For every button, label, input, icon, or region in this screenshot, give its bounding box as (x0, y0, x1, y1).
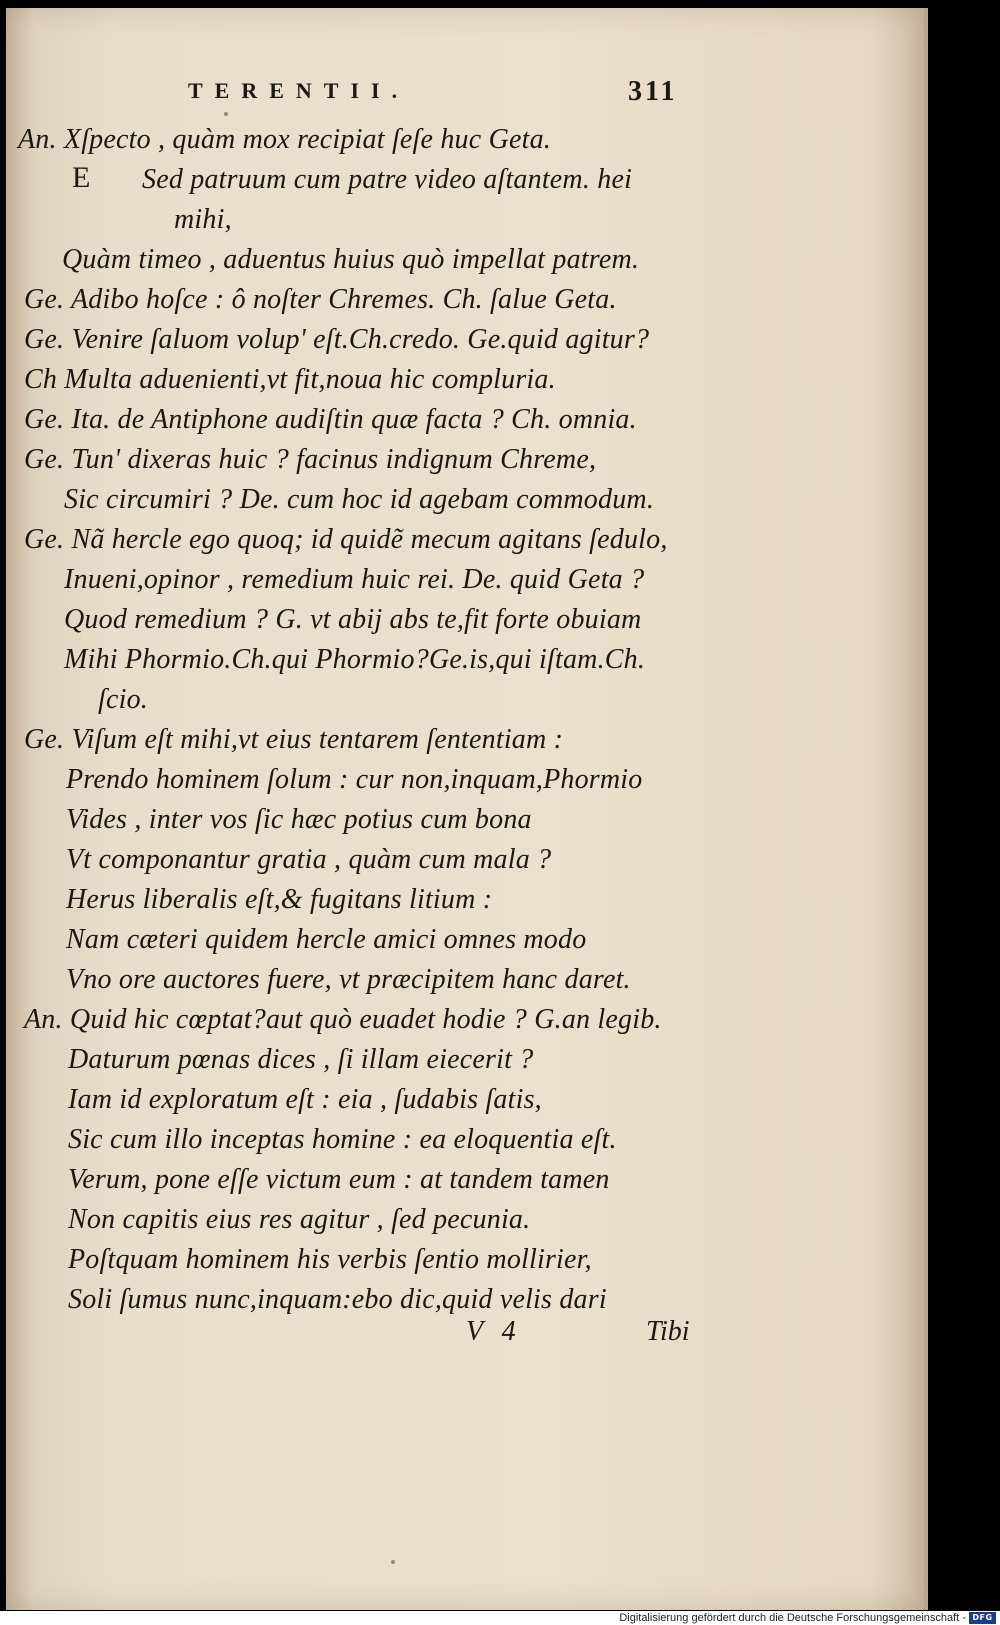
verse-line: Ge. Venire ſaluom volup' eſt.Ch.credo. Ge.quid agitur? (24, 324, 650, 355)
paper-speck (391, 1560, 395, 1564)
page-number: 311 (628, 76, 678, 107)
verse-line: Ge. Nã hercle ego quoq; id quidẽ mecum agitans ſedulo, (24, 524, 668, 555)
book-page (6, 8, 928, 1610)
verse-line: Mihi Phormio.Ch.qui Phormio?Ge.is,qui iſtam.Ch. (64, 644, 646, 675)
verse-line: An. Quid hic cœptat?aut quò euadet hodie ? G.an legib. (24, 1004, 662, 1035)
verse-line: Non capitis eius res agitur , ſed pecunia. (68, 1204, 531, 1235)
verse-line: Ge. Tun' dixeras huic ? facinus indignum Chreme, (24, 444, 597, 475)
verse-line: Sic cum illo inceptas homine : ea eloquentia eſt. (68, 1124, 617, 1155)
paper-speck (224, 112, 228, 116)
verse-line: ſcio. (98, 684, 148, 715)
verse-line: Verum, pone eſſe victum eum : at tandem tamen (68, 1164, 610, 1195)
digitization-footer (0, 1611, 1000, 1625)
verse-line: Ge. Ita. de Antiphone audiſtin quæ facta ? Ch. omnia. (24, 404, 637, 435)
running-head (6, 68, 924, 108)
verse-line: mihi, (174, 204, 232, 235)
verse-line: Ge. Viſum eſt mihi,vt eius tentarem ſententiam : (24, 724, 564, 755)
signature-mark: V 4 (466, 1316, 522, 1347)
verse-line: Daturum pœnas dices , ſi illam eiecerit ? (68, 1044, 534, 1075)
verse-line: Nam cæteri quidem hercle amici omnes modo (66, 924, 587, 955)
verse-line: Ch Multa aduenienti,vt fit,noua hic compluria. (24, 364, 556, 395)
catchword: Tibi (646, 1316, 690, 1347)
verse-line: Herus liberalis eſt,& fugitans litium : (66, 884, 493, 915)
verse-line: An. Xſpecto , quàm mox recipiat ſeſe huc Geta. (18, 124, 552, 155)
verse-line: Iam id exploratum eſt : eia , ſudabis ſatis, (68, 1084, 542, 1115)
verse-line: Prendo hominem ſolum : cur non,inquam,Phormio (66, 764, 643, 795)
verse-line: Vides , inter vos ſic hæc potius cum bona (66, 804, 532, 835)
verse-line: Ge. Adibo hoſce : ô noſter Chremes. Ch. ſalue Geta. (24, 284, 617, 315)
verse-line: Soli ſumus nunc,inquam:ebo dic,quid velis dari (68, 1284, 607, 1315)
verse-line: Quod remedium ? G. vt abij abs te,fit forte obuiam (64, 604, 642, 635)
running-title: TERENTII. (188, 78, 410, 103)
verse-line: Inueni,opinor , remedium huic rei. De. quid Geta ? (64, 564, 645, 595)
verse-line: Poſtquam hominem his verbis ſentio mollirier, (68, 1244, 592, 1275)
verse-line: Vno ore auctores fuere, vt præcipitem hanc daret. (66, 964, 631, 995)
verse-line: Sic circumiri ? De. cum hoc id agebam commodum. (64, 484, 655, 515)
drop-initial: E (72, 161, 91, 194)
footer-credit-text: Digitalisierung gefördert durch die Deutsche Forschungsgemeinschaft - (619, 1612, 966, 1624)
dfg-logo: DFG (969, 1612, 996, 1624)
verse-line: Vt componantur gratia , quàm cum mala ? (66, 844, 552, 875)
verse-line: Quàm timeo , aduentus huius quò impellat patrem. (62, 244, 640, 275)
verse-line: Sed patruum cum patre video aſtantem. hei (142, 164, 633, 195)
